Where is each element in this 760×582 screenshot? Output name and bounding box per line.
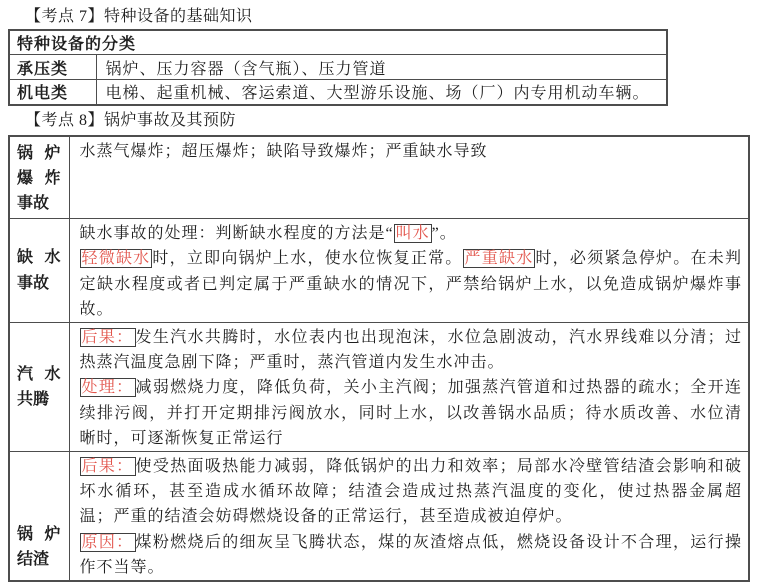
- accident-detail: [69, 451, 749, 581]
- boiler-accident-table: [8, 135, 750, 582]
- highlighted-term: 原因：: [81, 533, 134, 551]
- detail-paragraph: 水蒸气爆炸；超压爆炸；缺陷导致爆炸；严重缺水导致: [79, 142, 488, 160]
- category-content: 电梯、起重机械、客运索道、大型游乐设施、场（厂）内专用机动车辆。: [96, 80, 667, 105]
- detail-paragraph: 处理： 减弱燃烧力度，降低负荷，关小主汽阀；加强蒸汽管道和过热器的疏水；全开连续排污阀，并打开定期排污阀放水，同时上水，以改善锅水品质；待水质改善、水位清晰时，可逐渐恢复正常运行: [79, 379, 742, 447]
- detail-paragraph: 轻微缺水 时，立即向锅炉上水，使水位恢复正常。 严重缺水 时，必须紧急停炉。在未判定缺水程度或者已判定属于严重缺水的情况下，严禁给锅炉上水，以免造成锅炉爆炸事故。: [79, 250, 742, 318]
- accident-type-label-line: 锅 炉: [17, 525, 61, 543]
- accident-row: [9, 451, 749, 581]
- table-title: 特种设备的分类: [9, 30, 667, 55]
- highlighted-term: 后果：: [81, 457, 134, 475]
- accident-detail: [69, 136, 749, 219]
- highlighted-term: 处理：: [81, 379, 134, 397]
- accident-detail: [69, 322, 749, 451]
- accident-type-label: [9, 451, 69, 581]
- accident-type-label: [9, 219, 69, 323]
- table-row: [9, 80, 667, 105]
- topic-7-heading: 【考点 7】特种设备的基础知识: [25, 8, 253, 25]
- topic-8-heading: 【考点 8】锅炉事故及其预防: [25, 111, 237, 129]
- accident-row: [9, 322, 749, 451]
- table-header-row: [9, 30, 667, 55]
- highlighted-term: 叫水: [395, 225, 430, 243]
- highlighted-term: 轻微缺水: [81, 250, 151, 268]
- accident-row: [9, 219, 749, 323]
- accident-type-label-line: 共 腾: [17, 390, 50, 408]
- accident-type-label-line: 结 渣: [17, 550, 50, 568]
- special-equipment-table: [8, 29, 668, 106]
- detail-paragraph: 后果： 发生汽水共腾时，水位表内也出现泡沫，水位急剧波动，汽水界线难以分清；过热蒸汽温度急剧下降；严重时，蒸汽管道内发生水冲击。: [79, 328, 742, 372]
- accident-type-label: [9, 322, 69, 451]
- detail-paragraph: 原因： 煤粉燃烧后的细灰呈飞腾状态，煤的灰渣熔点低，燃烧设备设计不合理，运行操作不当等。: [79, 533, 742, 576]
- accident-type-label-line: 汽 水: [17, 365, 61, 383]
- accident-detail: [69, 219, 749, 323]
- accident-type-label-line: 锅 炉: [17, 144, 61, 162]
- accident-type-label-line: 事 故: [17, 274, 50, 292]
- accident-type-label: [9, 136, 69, 219]
- boiler-accident-table-body: [9, 136, 749, 581]
- highlighted-term: 后果：: [81, 328, 134, 346]
- category-label: 机电类: [9, 80, 96, 105]
- category-label: 承压类: [9, 55, 96, 80]
- category-content: 锅炉、压力容器（含气瓶）、压力管道: [96, 55, 667, 80]
- detail-paragraph: 缺水事故的处理：判断缺水程度的方法是“ 叫水 ”。: [79, 225, 457, 243]
- accident-row: [9, 136, 749, 219]
- table-row: [9, 55, 667, 80]
- accident-type-label-line: 缺 水: [17, 249, 61, 267]
- accident-type-label-line: 事 故: [17, 194, 50, 212]
- accident-type-label-line: 爆 炸: [17, 169, 61, 187]
- detail-paragraph: 后果： 使受热面吸热能力减弱，降低锅炉的出力和效率；局部水冷壁管结渣会影响和破坏水循环，甚至造成水循环故障；结渣会造成过热蒸汽温度的变化，使过热器金属超温；严重的结渣会妨碍燃烧设备的正常运行，甚至造成被迫停炉。: [79, 457, 742, 526]
- highlighted-term: 严重缺水: [464, 250, 534, 268]
